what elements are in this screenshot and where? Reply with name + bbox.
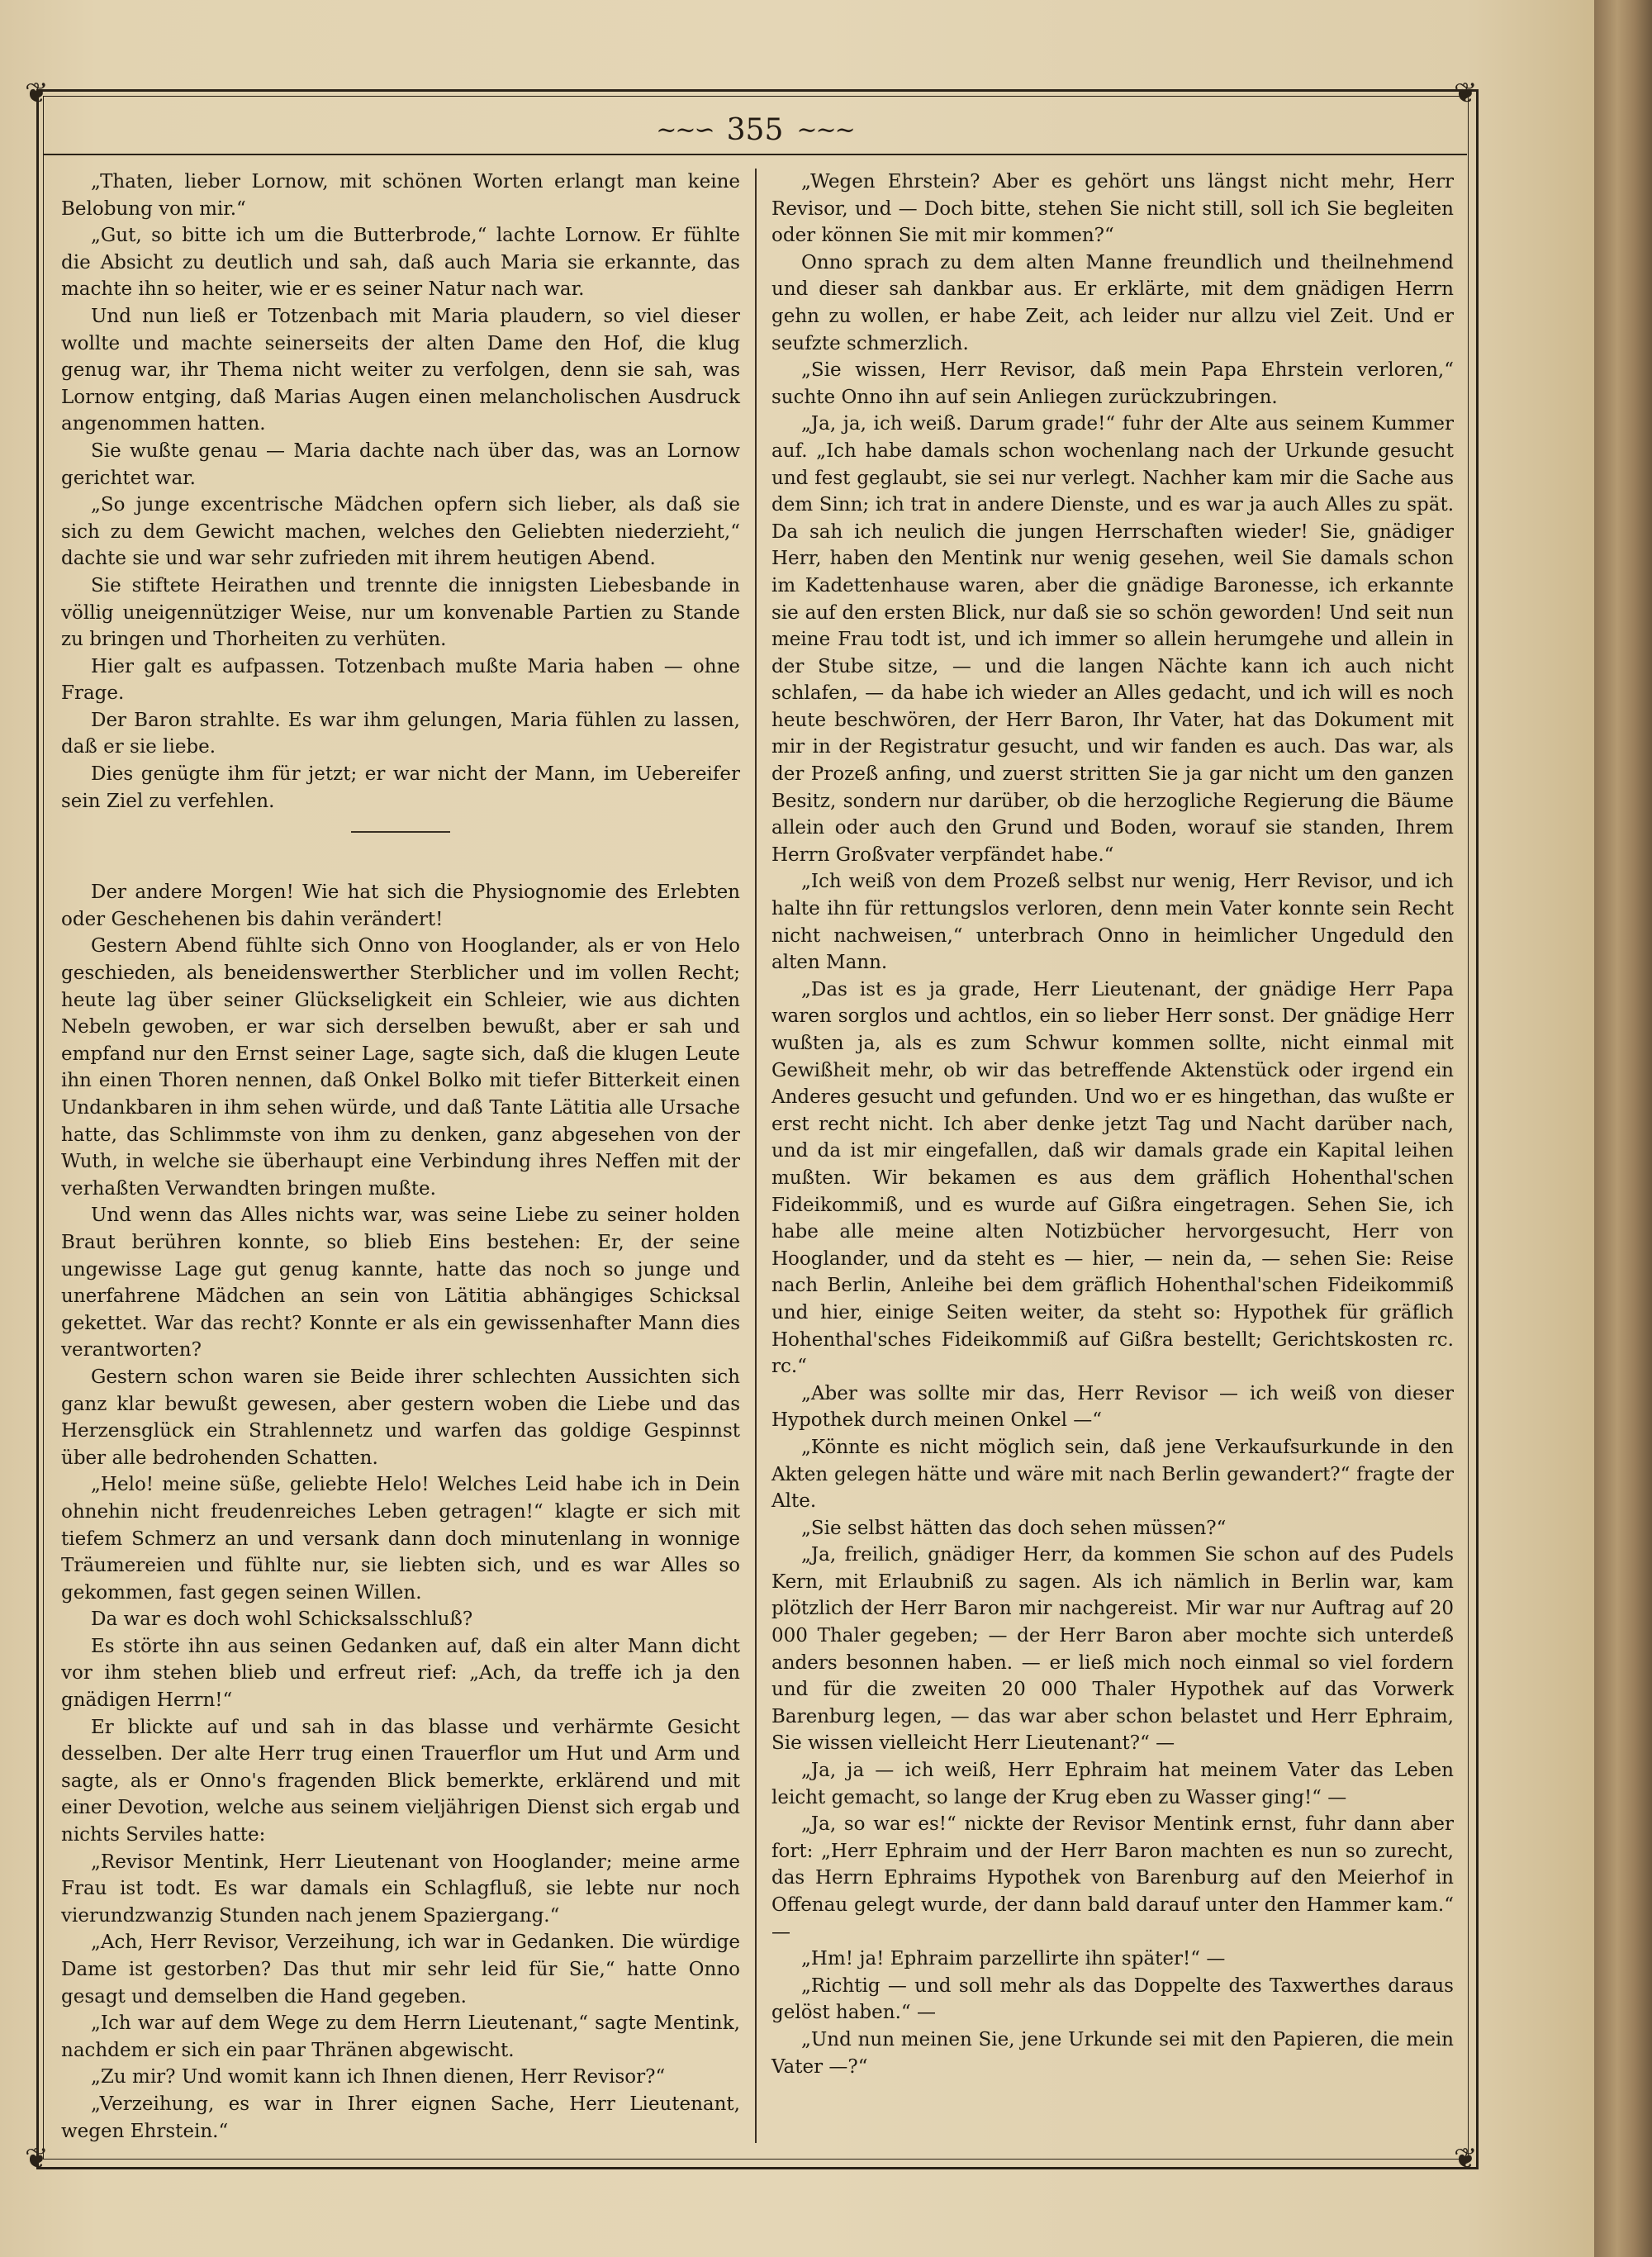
paragraph: „Helo! meine süße, geliebte Helo! Welches Leid habe ich in Dein ohnehin nicht freudenreiches Leben getragen!“ klagte er sich mit tiefem Schmerz an und versank dann doch minutenlang in wonnige Träumereien und fühlte nur, sie liebten sich, und es war Alles so gekommen, fast gegen seinen Willen. xyxy=(61,1474,740,1604)
paragraph: „Ja, freilich, gnädiger Herr, da kommen Sie schon auf des Pudels Kern, mit Erlaubniß zu sagen. Als ich nämlich in Berlin war, kam plötzlich der Herr Baron mir nachgereist. Mir war nur Auftrag auf 20 000 Thaler gegeben; — der Herr Baron aber mochte sich unterdeß anders besonnen haben. — er ließ mich noch einmal so viel fordern und für die zweiten 20 000 Thaler Hypothek auf das Vorwerk Barenburg legen, — das war aber schon belastet und Herr Ephraim, Sie wissen vielleicht Herr Lieutenant?“ — xyxy=(771,1544,1454,1755)
paragraph: „Und nun meinen Sie, jene Urkunde sei mit den Papieren, die mein Vater —?“ xyxy=(771,2028,1454,2078)
corner-ornament-icon: ❦ xyxy=(1454,77,1478,110)
page-number: 355 xyxy=(726,112,784,147)
header-ornament-right-icon: ∼~~ xyxy=(796,115,854,145)
header-ornament-left-icon: ~~∽ xyxy=(656,115,714,145)
book-spine xyxy=(1594,0,1652,2257)
paragraph: „Hm! ja! Ephraim parzellirte ihn später!“ — xyxy=(801,1948,1226,1970)
header-rule xyxy=(43,154,1467,155)
paragraph: „Wegen Ehrstein? Aber es gehört uns längst nicht mehr, Herr Revisor, und — Doch bitte, stehen Sie nicht still, soll ich Sie begleiten oder können Sie mit mir kommen?“ xyxy=(771,171,1454,247)
paragraph: „Ich war auf dem Wege zu dem Herrn Lieutenant,“ sagte Mentink, nachdem er sich ein paar Thränen abgewischt. xyxy=(61,2012,740,2061)
paragraph: Onno sprach zu dem alten Manne freundlich und theilnehmend und dieser sah dankbar aus. Er erklärte, mit dem gnädigen Herrn gehn zu wollen, er habe Zeit, ach leider nur allzu viel Zeit. Und er seufzte schmerzlich. xyxy=(771,251,1454,354)
paragraph: „Ich weiß von dem Prozeß selbst nur wenig, Herr Revisor, und ich halte ihn für rettungslos verloren, denn mein Vater konnte sein Recht nicht nachweisen,“ unterbrach Onno in heimlicher Ungeduld den alten Mann. xyxy=(771,871,1454,974)
paragraph: Sie stiftete Heirathen und trennte die innigsten Liebesbande in völlig uneigennütziger Weise, nur um konvenable Partien zu Stande zu bringen und Thorheiten zu verhüten. xyxy=(61,574,740,651)
paragraph: „Zu mir? Und womit kann ich Ihnen dienen, Herr Revisor?“ xyxy=(91,2066,666,2088)
paragraph: „Gut, so bitte ich um die Butterbrode,“ lachte Lornow. Er fühlte die Absicht zu deutlich und sah, daß auch Maria sie erkannte, das machte ihn so heiter, wie er es seiner Natur nach war. xyxy=(61,225,740,301)
paragraph: Es störte ihn aus seinen Gedanken auf, daß ein alter Mann dicht vor ihm stehen blieb und erfreut rief: „Ach, da treffe ich ja den gnädigen Herrn!“ xyxy=(61,1635,740,1712)
paragraph: „Richtig — und soll mehr als das Doppelte des Taxwerthes daraus gelöst haben.“ — xyxy=(771,1974,1454,2024)
right-column-section xyxy=(771,169,1454,2080)
paragraph: Hier galt es aufpassen. Totzenbach mußte Maria haben — ohne Frage. xyxy=(61,655,740,705)
corner-ornament-icon: ❦ xyxy=(1454,2142,1478,2175)
paragraph: Gestern schon waren sie Beide ihrer schlechten Aussichten sich ganz klar bewußt gewesen, aber gestern woben die Liebe und das Herzensglück ein Strahlennetz und warfen das goldige Gespinnst über alle bedrohenden Schatten. xyxy=(61,1366,740,1469)
paragraph: Und wenn das Alles nichts war, was seine Liebe zu seiner holden Braut berühren konnte, so blieb Eins bestehen: Er, der seine ungewisse Lage gut genug kannte, hatte das noch so junge und unerfahrene Mädchen an sein von Lätitia abhängiges Schicksal gekettet. War das recht? Konnte er als ein gewissenhafter Mann dies verantworten? xyxy=(61,1205,740,1361)
paragraph: „So junge excentrische Mädchen opfern sich lieber, als daß sie sich zu dem Gewicht machen, welches den Geliebten niederzieht,“ dachte sie und war sehr zufrieden mit ihrem heutigen Abend. xyxy=(61,494,740,570)
paragraph: „Sie selbst hätten das doch sehen müssen?“ xyxy=(801,1517,1227,1539)
paragraph: „Revisor Mentink, Herr Lieutenant von Hooglander; meine arme Frau ist todt. Es war damals ein Schlagfluß, sie lebte nur noch vierundzwanzig Stunden nach jenem Spaziergang.“ xyxy=(61,1851,740,1927)
paragraph: „Sie wissen, Herr Revisor, daß mein Papa Ehrstein verloren,“ suchte Onno ihn auf sein Anliegen zurückzubringen. xyxy=(771,359,1454,408)
paragraph: „Ja, so war es!“ nickte der Revisor Mentink ernst, fuhr dann aber fort: „Herr Ephraim und der Herr Baron machten es nun so zurecht, das Herrn Ephraims Hypothek von Barenburg auf den Meierhof in Offenau gelegt wurde, der dann bald darauf unter den Hammer kam.“ — xyxy=(771,1813,1454,1943)
left-column-section-2 xyxy=(61,879,740,2145)
column-divider xyxy=(755,169,757,2143)
paragraph: Da war es doch wohl Schicksalsschluß? xyxy=(91,1608,473,1631)
paragraph: Der Baron strahlte. Es war ihm gelungen, Maria fühlen zu lassen, daß er sie liebe. xyxy=(61,709,740,758)
section-separator xyxy=(351,831,450,833)
paragraph: Dies genügte ihm für jetzt; er war nicht der Mann, im Uebereifer sein Ziel zu verfehlen. xyxy=(61,763,740,812)
paragraph: „Das ist es ja grade, Herr Lieutenant, der gnädige Herr Papa waren sorglos und achtlos, ein so lieber Herr sonst. Der gnädige Herr wußten ja, als es zum Schwur kommen sollte, nicht einmal mit Gewißheit mehr, ob wir das betreffende Aktenstück oder irgend ein Anderes gesucht und gefunden. Und wo er es hingethan, das wußte er erst recht nicht. Ich aber denke jetzt Tag und Nacht darüber nach, und da ist mir eingefallen, daß wir damals grade ein Kapital leihen mußten. Wir bekamen es aus dem gräflich Hohenthal'schen Fideikommiß, und es wurde auf Gißra eingetragen. Sehen Sie, ich habe alle meine alten Notizbücher hervorgesucht, Herr von Hooglander, und da steht es — hier, — nein da, — sehen Sie: Reise nach Berlin, Anleihe bei dem gräflich Hohenthal'schen Fideikommiß und hier, einige Seiten weiter, da steht so: Hypothek für gräflich Hohenthal'sches Fideikommiß auf Gißra bestellt; Gerichtskosten rc. rc.“ xyxy=(771,978,1454,1378)
left-column xyxy=(61,169,740,2145)
paragraph: „Thaten, lieber Lornow, mit schönen Worten erlangt man keine Belobung von mir.“ xyxy=(61,171,740,220)
paragraph: „Aber was sollte mir das, Herr Revisor — ich weiß von dieser Hypothek durch meinen Onkel —“ xyxy=(771,1382,1454,1432)
paragraph: „Ach, Herr Revisor, Verzeihung, ich war in Gedanken. Die würdige Dame ist gestorben? Das thut mir sehr leid für Sie,“ hatte Onno gesagt und demselben die Hand gegeben. xyxy=(61,1932,740,2008)
paragraph: Sie wußte genau — Maria dachte nach über das, was an Lornow gerichtet war. xyxy=(61,440,740,489)
paragraph: Er blickte auf und sah in das blasse und verhärmte Gesicht desselben. Der alte Herr trug einen Trauerflor um Hut und Arm und sagte, als er Onno's fragenden Blick bemerkte, erklärend und mit einer Devotion, welche aus seinem vieljährigen Dienst sich ergab und nichts Serviles hatte: xyxy=(61,1716,740,1846)
corner-ornament-icon: ❦ xyxy=(25,2142,49,2175)
paragraph: „Verzeihung, es war in Ihrer eignen Sache, Herr Lieutenant, wegen Ehrstein.“ xyxy=(61,2093,740,2142)
paragraph: Der andere Morgen! Wie hat sich die Physiognomie des Erlebten oder Geschehenen bis dahin verändert! xyxy=(61,881,740,930)
left-column-section-1 xyxy=(61,169,740,815)
paragraph: „Könnte es nicht möglich sein, daß jene Verkaufsurkunde in den Akten gelegen hätte und wäre mit nach Berlin gewandert?“ fragte der Alte. xyxy=(771,1436,1454,1513)
paragraph: „Ja, ja — ich weiß, Herr Ephraim hat meinem Vater das Leben leicht gemacht, so lange der Krug eben zu Wasser ging!“ — xyxy=(771,1760,1454,1808)
page-header xyxy=(43,109,1467,150)
paragraph: Gestern Abend fühlte sich Onno von Hooglander, als er von Helo geschieden, als beneidenswerther Sterblicher und im vollen Recht; heute lag über seiner Glückseligkeit ein Schleier, wie aus dichten Nebeln gewoben, er war sich derselben bewußt, aber er sah und empfand nur den Ernst seiner Lage, sagte sich, daß die klugen Leute ihn einen Thoren nennen, daß Onkel Bolko mit tiefer Bitterkeit einen Undankbaren in ihm sehen würde, und daß Tante Lätitia alle Ursache hatte, das Schlimmste von ihm zu denken, ganz abgesehen von der Wuth, in welche sie überhaupt eine Verbindung ihres Neffen mit der verhaßten Verwandten bringen mußte. xyxy=(61,935,740,1200)
right-column xyxy=(771,169,1454,2080)
corner-ornament-icon: ❦ xyxy=(25,77,49,110)
paragraph: „Ja, ja, ich weiß. Darum grade!“ fuhr der Alte aus seinem Kummer auf. „Ich habe damals schon wochenlang nach der Urkunde gesucht und fest geglaubt, sie sei nur verlegt. Nachher kam mir die Sache aus dem Sinn; ich trat in andere Dienste, und es war ja auch Alles zu spät. Da sah ich neulich die jungen Herrschaften wieder! Sie, gnädiger Herr, haben den Mentink nur wenig gesehen, weil Sie damals schon im Kadettenhause waren, aber die gnädige Baronesse, ich erkannte sie auf den ersten Blick, nur daß sie so schön geworden! Und seit nun meine Frau todt ist, und ich immer so allein herumgehe und allein in der Stube sitze, — und die langen Nächte kann ich auch nicht schlafen, — da habe ich wieder an Alles gedacht, und ich will es noch heute beschwören, der Herr Baron, Ihr Vater, hat das Dokument mit mir in der Registratur gesucht, und wir fanden es auch. Das war, als der Prozeß anfing, und zuerst stritten Sie ja gar nicht um den ganzen Besitz, sondern nur darüber, ob die herzogliche Regierung die Bäume allein oder auch den Grund und Boden, worauf sie standen, Ihrem Herrn Großvater verpfändet habe.“ xyxy=(771,413,1454,866)
paragraph: Und nun ließ er Totzenbach mit Maria plaudern, so viel dieser wollte und machte seinerseits der alten Dame den Hof, die klug genug war, ihr Thema nicht weiter zu verfolgen, denn sie sah, was Lornow entging, daß Marias Augen einen melancholischen Ausdruck angenommen hatten. xyxy=(61,305,740,435)
